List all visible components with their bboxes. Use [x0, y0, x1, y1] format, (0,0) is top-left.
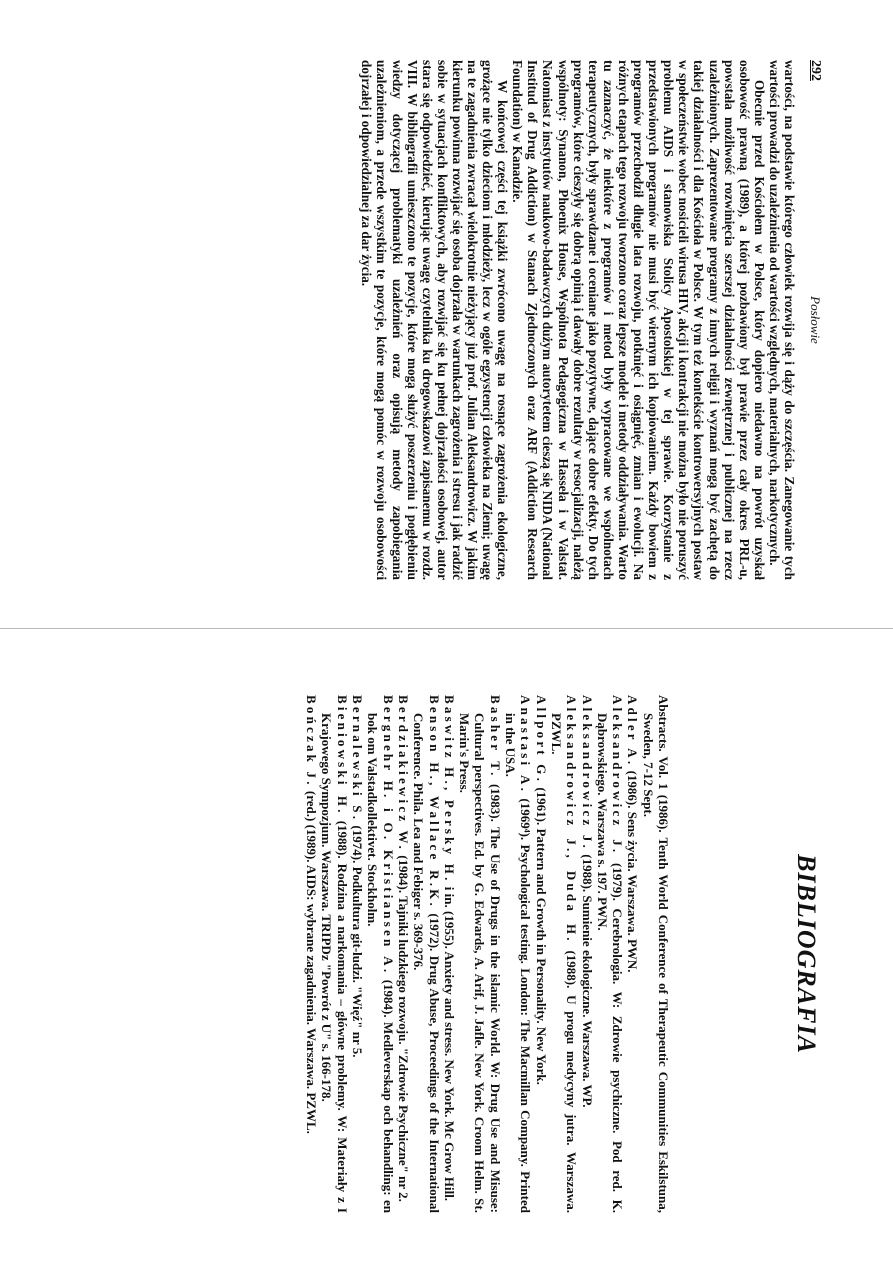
bibliography-entry [457, 695, 503, 1213]
entry-text: (1986). Sens życia. Warszawa. PWN. [625, 767, 641, 973]
page-number: 292 [808, 60, 823, 81]
entry-text: (1988). Rodzina a narkomania – główne problemy. W: Materiały z I Krajowego Sympozjum. Warszawa. TRIPDz "Powrót z U" s. 166-178. [319, 713, 350, 1213]
left-page [0, 0, 893, 620]
entry-author: Bieniowski H. [334, 695, 350, 816]
paragraph: W końcowej części tej książki zwrócono uwagę na rosnące zagrożenia ekologiczne, grożące nie tylko dzieciom i młodzieży, lecz w ogóle egzystencji człowieka na Ziemi; uwagę na te zagadnienia zwracał wielokrotnie nieżyjący już prof. Julian Aleksandrowicz. W jakim kierunku powinna rozwijać się osoba dojrzała w warunkach zagrożenia i stresu i jak radzić sobie w sytuacjach konfliktowych, aby rozwijać się ku pełnej dojrzałości osobowej, autor stara się odpowiedzieć, kierując uwagę czytelnika ku drogowskazowi zapisanemu w rozdz. VIII. W bibliografii umieszczono te pozycje, które mogą służyć poszerzeniu i pogłębieniu wiedzy dotyczącej problematyki uzależnień oraz opisują metody zapobiegania uzależnieniom, a przede wszystkim te pozycje, które mogą pomóc w rozwoju osobowości dojrzałej i odpowiedzialnej za dar życia. [359, 60, 511, 580]
bibliography-entry [365, 695, 396, 1213]
entry-author: Bończak J. [304, 695, 320, 788]
right-page [0, 640, 893, 1263]
entry-text: (red.) (1989). AIDS: wybrane zagadnienia. Warszawa. PZWL. [304, 787, 320, 1134]
entry-author: Aleksandrowicz J., Duda H. [564, 695, 580, 944]
entry-author: Benson H., Wallace R.K. [426, 695, 442, 909]
bibliography-entry [442, 695, 457, 1213]
entry-author: Aleksandrowicz J. [610, 695, 626, 856]
running-title: Posłowie [808, 296, 823, 344]
bibliography-entry [595, 695, 626, 1213]
entry-text: (1988). U progu medycyny jutra. Warszawa. PZWL. [548, 713, 580, 1213]
bibliography-entry [533, 695, 548, 1213]
entry-author: Bergnehr H. i O. Kristiansen A. [380, 695, 396, 976]
entry-author: Berdziakiewicz W. [395, 695, 411, 852]
entry-text: (1961). Pattern and Growth in Personality. New York. [533, 784, 549, 1085]
paragraph: Obecnie przed Kościołem w Polsce, który dopiero niedawno na powrót uzyskał osobowość prawną (1989), a której pozbawiony był prawie przez cały okres PRL-u, powstała możliwość rozwinięcia szerszej działalności zewnętrznej i publicznej na rzecz uzależnionych. Zaprezentowane programy z innych religii i wyznań mogą być zachętą do takiej działalności i dla Kościoła w Polsce. W tym też kontekście kontrowersyjnych postaw w społeczeństwie wobec nosicieli wirusa HIV, akcji i kontrakcji nie można było nie poruszyć problemu AIDS i stanowiska Stolicy Apostolskiej w tej sprawie. Korzystanie z przedstawionych programów nie musi być wiernym ich kopiowaniem. Każdy bowiem z programów przechodził długie lata rozwoju, potknięć i osiągnięć, zmian i ewolucji. Na różnych etapach tego rozwoju tworzono coraz lepsze modele i metody oddziaływania. Warto tu zaznaczyć, że niektóre z programów i metod były wypracowane we wspólnotach terapeutycznych, były sprawdzane i oceniane jako pozytywne, dające dobre efekty. Do tych programów, które cieszyły się dobrą opinią i dawały dobre rezultaty w resocjalizacji, należą wspólnoty: Synanon, Phoenix House, Wspólnota Pedagogiczna w Hasseła i w Valstat. Natomiast z instytutów naukowo-badawczych dużym autorytetem cieszą się NIDA (National Institud of Drug Addiction) w Stanach Zjednoczonych oraz ARF (Addiction Research Foundation) w Kanadzie. [510, 60, 767, 580]
entry-text: i in. (1955). Anxiety and stress. New York. Mc Grow Hill. [441, 883, 457, 1202]
entry-text: (1984). Tajniki ludzkiego rozwoju. "Zdrowie Psychiczne" nr 2. [395, 851, 411, 1202]
bibliography-entry [411, 695, 442, 1213]
entry-text: (1988). Sumienie ekologiczne. Warszawa. WP. [579, 851, 595, 1108]
entry-author: Allport G. [533, 695, 549, 785]
entry-text: (1984). Medleverskap och behandling: en bok om Valstadkollektivet. Stockholm. [365, 713, 396, 1213]
bibliography-entry [319, 695, 350, 1213]
bibliography-entry [640, 695, 671, 1213]
bibliography-entry [503, 695, 534, 1213]
paragraph: wartości, na podstawie którego człowiek rozwija się i dąży do szczęścia. Zanegowanie tych wartości prowadzi do uzależnienia od wartości względnych, materialnych, narkotycznych. [766, 60, 797, 580]
entry-author: Baswitz H., Persky H. [441, 695, 457, 884]
entry-text: (1983). The Use of Drugs in the islamic World. W: Drug Use and Misuse: Cultural perspectives. Ed. by G. Edwards, A. Arif, J. Jafle. New York. Croom Helm. St. Marin's Press. [457, 713, 503, 1213]
bibliography-entry [304, 695, 319, 1213]
bibliography-entry [549, 695, 580, 1213]
entry-author: Basher T. [487, 695, 503, 779]
bibliography-entry [579, 695, 594, 1213]
bibliography-entry [396, 695, 411, 1213]
entry-text: (1969⁴). Psychological testing. London: The Macmillan Company. Printed in the USA. [503, 713, 534, 1213]
entry-text: (1972). Drug Abuse, Proceedings of the International Conference. Phila. Lea and Febiger s. 369-376. [411, 713, 442, 1213]
entry-author: Bernalewski S. [350, 695, 366, 823]
page-header [797, 60, 823, 580]
entry-author: Anastasi A. [518, 695, 534, 795]
bibliography-entry [350, 695, 365, 1213]
entry-text: Abstracts. Vol. 1 (1986). Tenth World Conference of Therapeutic Communities Eskilstuna, Sweden, 7-12 Sept. [640, 695, 671, 1213]
body-text [359, 60, 797, 580]
page-divider [0, 628, 893, 629]
bibliography-entry [625, 695, 640, 1213]
entry-text: (1974). Podkultura git-ludzi. "Więź" nr 5. [350, 822, 366, 1058]
bibliography-list [304, 695, 671, 1213]
entry-text: (1979). Cerebrologia. W: Zdrowie psychiczne. Pod red. K. Dąbrowskiego. Warszawa s. 197. PWN. [594, 713, 626, 1214]
entry-author: Adler A. [625, 695, 641, 768]
bibliography-title: BIBLIOGRAFIA [792, 854, 821, 1054]
entry-author: Aleksandrowicz J. [579, 695, 595, 851]
